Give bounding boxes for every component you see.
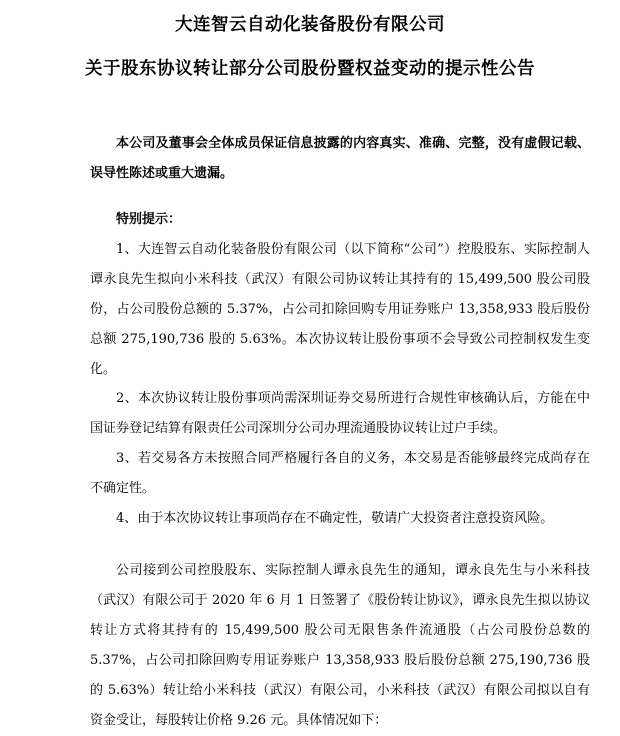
company-title: 大连智云自动化装备股份有限公司 [175,15,445,35]
announcement-title: 关于股东协议转让部分公司股份暨权益变动的提示性公告 [85,59,535,79]
tip-3: 3、若交易各方未按照合同严格履行各自的义务，本交易是否能够最终完成尚存在不确定性。 [90,451,590,496]
tip-1: 1、大连智云自动化装备股份有限公司（以下简称“公司”）控股股东、实际控制人谭永良先生拟向小米科技（武汉）有限公司协议转让其持有的 15,499,500 股公司股份，占公司股份总额的 5.37%，占公司扣除回购专用证券账户 13,358,933 股后股份总额 275,190,736 股的 5.63%。本次协议转让股份事项不会导致公司控制权发生变化。 [90,242,590,377]
special-tips-heading: 特别提示： [116,212,182,227]
tip-4: 4、由于本次协议转让事项尚存在不确定性，敬请广大投资者注意投资风险。 [116,511,554,526]
board-statement: 本公司及董事会全体成员保证信息披露的内容真实、准确、完整，没有虚假记载、误导性陈述或重大遗漏。 [90,136,590,181]
body-paragraph: 公司接到公司控股股东、实际控制人谭永良先生的通知，谭永良先生与小米科技（武汉）有限公司于 2020 年 6 月 1 日签署了《股份转让协议》，谭永良先生拟以协议转让方式将其持有的 15,499,500 股公司无限售条件流通股（占公司股份总数的 5.37%，占公司扣除回购专用证券账户 13,358,933 股后股份总额 275,190,736 股的 5.63%）转让给小米科技（武汉）有限公司，小米科技（武汉）有限公司拟以自有资金受让，每股转让价格 9.26 元。具体情况如下： [90,563,590,728]
tip-2: 2、本次协议转让股份事项尚需深圳证券交易所进行合规性审核确认后，方能在中国证券登记结算有限责任公司深圳分公司办理流通股协议转让过户手续。 [90,391,590,436]
